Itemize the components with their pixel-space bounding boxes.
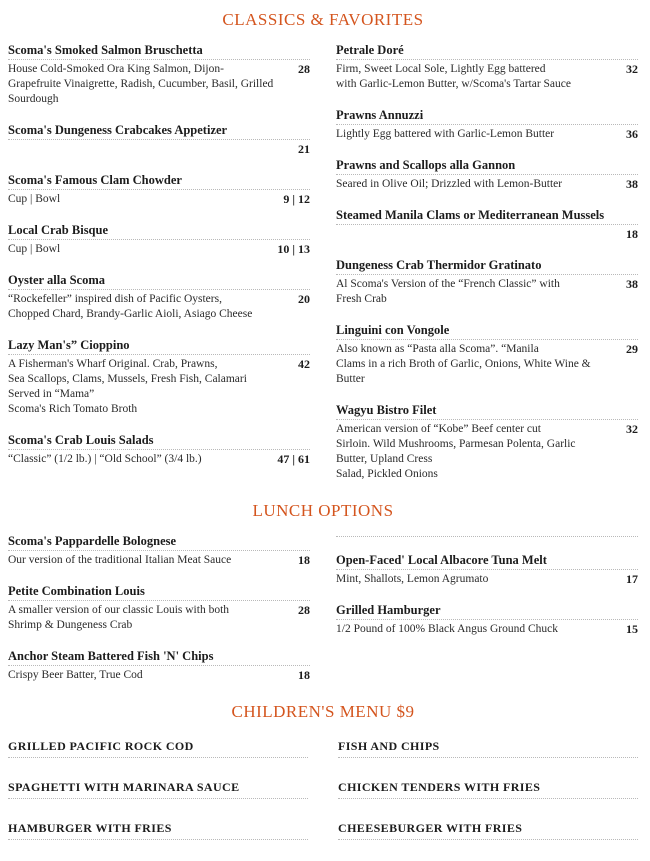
menu-item <box>8 533 310 568</box>
menu-item-body <box>8 450 310 467</box>
menu-item-description: Our version of the traditional Italian Meat Sauce <box>8 554 232 566</box>
section-title-lunch: LUNCH OPTIONS <box>252 501 394 520</box>
menu-item <box>336 602 638 637</box>
classics-column-right <box>336 42 638 497</box>
children-column-left <box>8 738 308 861</box>
menu-item-body <box>336 175 638 192</box>
menu-item-price: 28 <box>298 603 310 617</box>
lunch-column-left <box>8 533 310 698</box>
menu-item-name: Anchor Steam Battered Fish 'N' Chips <box>8 648 310 666</box>
menu-item-price: 28 <box>298 62 310 76</box>
menu-item-name: Open-Faced' Local Albacore Tuna Melt <box>336 552 638 570</box>
menu-item-body <box>8 290 310 322</box>
menu-item-name: CHICKEN TENDERS WITH FRIES <box>338 779 638 799</box>
menu-item-body <box>336 340 638 387</box>
menu-item-name: Prawns Annuzzi <box>336 107 638 125</box>
classics-column-left <box>8 42 310 482</box>
menu-item-description: Lightly Egg battered with Garlic-Lemon Butter <box>336 128 555 140</box>
menu-item-name: Scoma's Dungeness Crabcakes Appetizer <box>8 122 310 140</box>
menu-item-price: 21 <box>298 142 310 156</box>
menu-item-price: 36 <box>626 127 638 141</box>
menu-item-description: Al Scoma's Version of the “French Classic” with Fresh Crab <box>336 278 560 305</box>
menu-item-name: Scoma's Crab Louis Salads <box>8 432 310 450</box>
menu-item-description: Crispy Beer Batter, True Cod <box>8 669 143 681</box>
menu-item-description: “Rockefeller” inspired dish of Pacific Oysters, Chopped Chard, Brandy-Garlic Aioli, Asiago Cheese <box>8 293 253 320</box>
menu-item-body <box>8 551 310 568</box>
menu-item-name: Scoma's Pappardelle Bolognese <box>8 533 310 551</box>
menu-item-price: 18 <box>298 553 310 567</box>
menu-item <box>8 779 308 799</box>
menu-item <box>338 738 638 758</box>
menu-item-body <box>8 190 310 207</box>
menu-item-price: 17 <box>626 572 638 586</box>
menu-item-description: American version of “Kobe” Beef center cut Sirloin. Wild Mushrooms, Parmesan Polenta, Garlic Butter, Upland Cress Salad, Pickled Onions <box>336 423 576 480</box>
menu-item-name: Oyster alla Scoma <box>8 272 310 290</box>
menu-item-name: Dungeness Crab Thermidor Gratinato <box>336 257 638 275</box>
menu-item-name: SPAGHETTI WITH MARINARA SAUCE <box>8 779 308 799</box>
menu-item-description: “Classic” (1/2 lb.) | “Old School” (3/4 lb.) <box>8 453 202 465</box>
menu-item-body <box>8 601 310 633</box>
section-classics-favorites <box>8 10 638 497</box>
menu-item-name: FISH AND CHIPS <box>338 738 638 758</box>
menu-item-body <box>8 60 310 107</box>
menu-item-name: GRILLED PACIFIC ROCK COD <box>8 738 308 758</box>
lunch-column-right <box>336 533 638 652</box>
menu-item-description: House Cold-Smoked Ora King Salmon, Dijon- Grapefruite Vinaigrette, Radish, Cucumber, Basil, Grilled Sourdough <box>8 63 274 105</box>
menu-item-name: Petite Combination Louis <box>8 583 310 601</box>
menu-item <box>8 337 310 417</box>
menu-item-body <box>8 240 310 257</box>
menu-item-price: 15 <box>626 622 638 636</box>
menu-item <box>336 322 638 387</box>
menu-item <box>336 42 638 92</box>
menu-item-price: 10 | 13 <box>277 242 310 256</box>
menu-item-body <box>336 620 638 637</box>
menu-item <box>8 648 310 683</box>
menu-item-body <box>336 125 638 142</box>
children-column-right <box>338 738 638 861</box>
menu-item-body <box>336 570 638 587</box>
menu-item-description: Also known as “Pasta alla Scoma”. “Manila Clams in a rich Broth of Garlic, Onions, White Wine & Butter <box>336 343 591 385</box>
menu-item-price: 20 <box>298 292 310 306</box>
menu-item <box>8 583 310 633</box>
menu-item-name: Lazy Man's” Cioppino <box>8 337 310 355</box>
menu-item-price: 47 | 61 <box>277 452 310 466</box>
menu-item-name: Grilled Hamburger <box>336 602 638 620</box>
menu-item-body <box>8 666 310 683</box>
menu-item-body <box>8 355 310 417</box>
menu-item-price: 42 <box>298 357 310 371</box>
menu-item-name: Wagyu Bistro Filet <box>336 402 638 420</box>
menu-item <box>8 272 310 322</box>
menu-item-body <box>336 420 638 482</box>
menu-item <box>336 107 638 142</box>
menu-item-description: A Fisherman's Wharf Original. Crab, Prawns, Sea Scallops, Clams, Mussels, Fresh Fish, Calamari Served in “Mama” Scoma's Rich Tomato Broth <box>8 358 247 415</box>
menu-item <box>336 207 638 242</box>
menu-item-description: 1/2 Pound of 100% Black Angus Ground Chuck <box>336 623 559 635</box>
menu-item-price: 18 <box>298 668 310 682</box>
menu-item <box>8 42 310 107</box>
divider-line <box>336 533 638 537</box>
menu-item-body <box>336 225 638 242</box>
menu-item-name: Scoma's Famous Clam Chowder <box>8 172 310 190</box>
menu-item-body <box>336 275 638 307</box>
menu-item-description: A smaller version of our classic Louis with both Shrimp & Dungeness Crab <box>8 604 230 631</box>
menu-item <box>336 257 638 307</box>
menu-item <box>8 222 310 257</box>
classics-columns <box>8 42 638 497</box>
menu-item-price: 32 <box>626 422 638 436</box>
menu-item <box>336 157 638 192</box>
menu-item <box>338 779 638 799</box>
menu-item-description: Seared in Olive Oil; Drizzled with Lemon-Butter <box>336 178 563 190</box>
menu-item-name: Local Crab Bisque <box>8 222 310 240</box>
section-childrens-menu <box>8 702 638 861</box>
menu-item-price: 38 <box>626 277 638 291</box>
section-lunch-options <box>8 501 638 698</box>
menu-item-price: 29 <box>626 342 638 356</box>
menu-item <box>8 432 310 467</box>
menu-item <box>8 122 310 157</box>
menu-item-description: Cup | Bowl <box>8 193 61 205</box>
menu-item-body <box>8 140 310 157</box>
menu-item-name: Petrale Doré <box>336 42 638 60</box>
menu-item-name: HAMBURGER WITH FRIES <box>8 820 308 840</box>
menu-item <box>8 172 310 207</box>
menu-item-description: Firm, Sweet Local Sole, Lightly Egg battered with Garlic-Lemon Butter, w/Scoma's Tartar Sauce <box>336 63 571 90</box>
lunch-columns <box>8 533 638 698</box>
menu-item-price: 32 <box>626 62 638 76</box>
menu-item <box>8 738 308 758</box>
menu-item <box>8 820 308 840</box>
menu-item <box>336 552 638 587</box>
menu-item-name: CHEESEBURGER WITH FRIES <box>338 820 638 840</box>
menu-item-description: Mint, Shallots, Lemon Agrumato <box>336 573 489 585</box>
section-title-children: CHILDREN'S MENU $9 <box>231 702 415 721</box>
menu-item <box>336 402 638 482</box>
menu-item-name: Prawns and Scallops alla Gannon <box>336 157 638 175</box>
menu-item <box>338 820 638 840</box>
menu-item-body <box>336 60 638 92</box>
menu-item-price: 18 <box>626 227 638 241</box>
menu-item-price: 38 <box>626 177 638 191</box>
menu-item-name: Linguini con Vongole <box>336 322 638 340</box>
menu-item-description: Cup | Bowl <box>8 243 61 255</box>
menu-item-name: Scoma's Smoked Salmon Bruschetta <box>8 42 310 60</box>
section-title-classics: CLASSICS & FAVORITES <box>222 10 424 29</box>
children-columns <box>8 738 638 861</box>
menu-item-price: 9 | 12 <box>283 192 310 206</box>
menu-item-name: Steamed Manila Clams or Mediterranean Mussels <box>336 207 638 225</box>
menu-divider <box>336 533 638 537</box>
